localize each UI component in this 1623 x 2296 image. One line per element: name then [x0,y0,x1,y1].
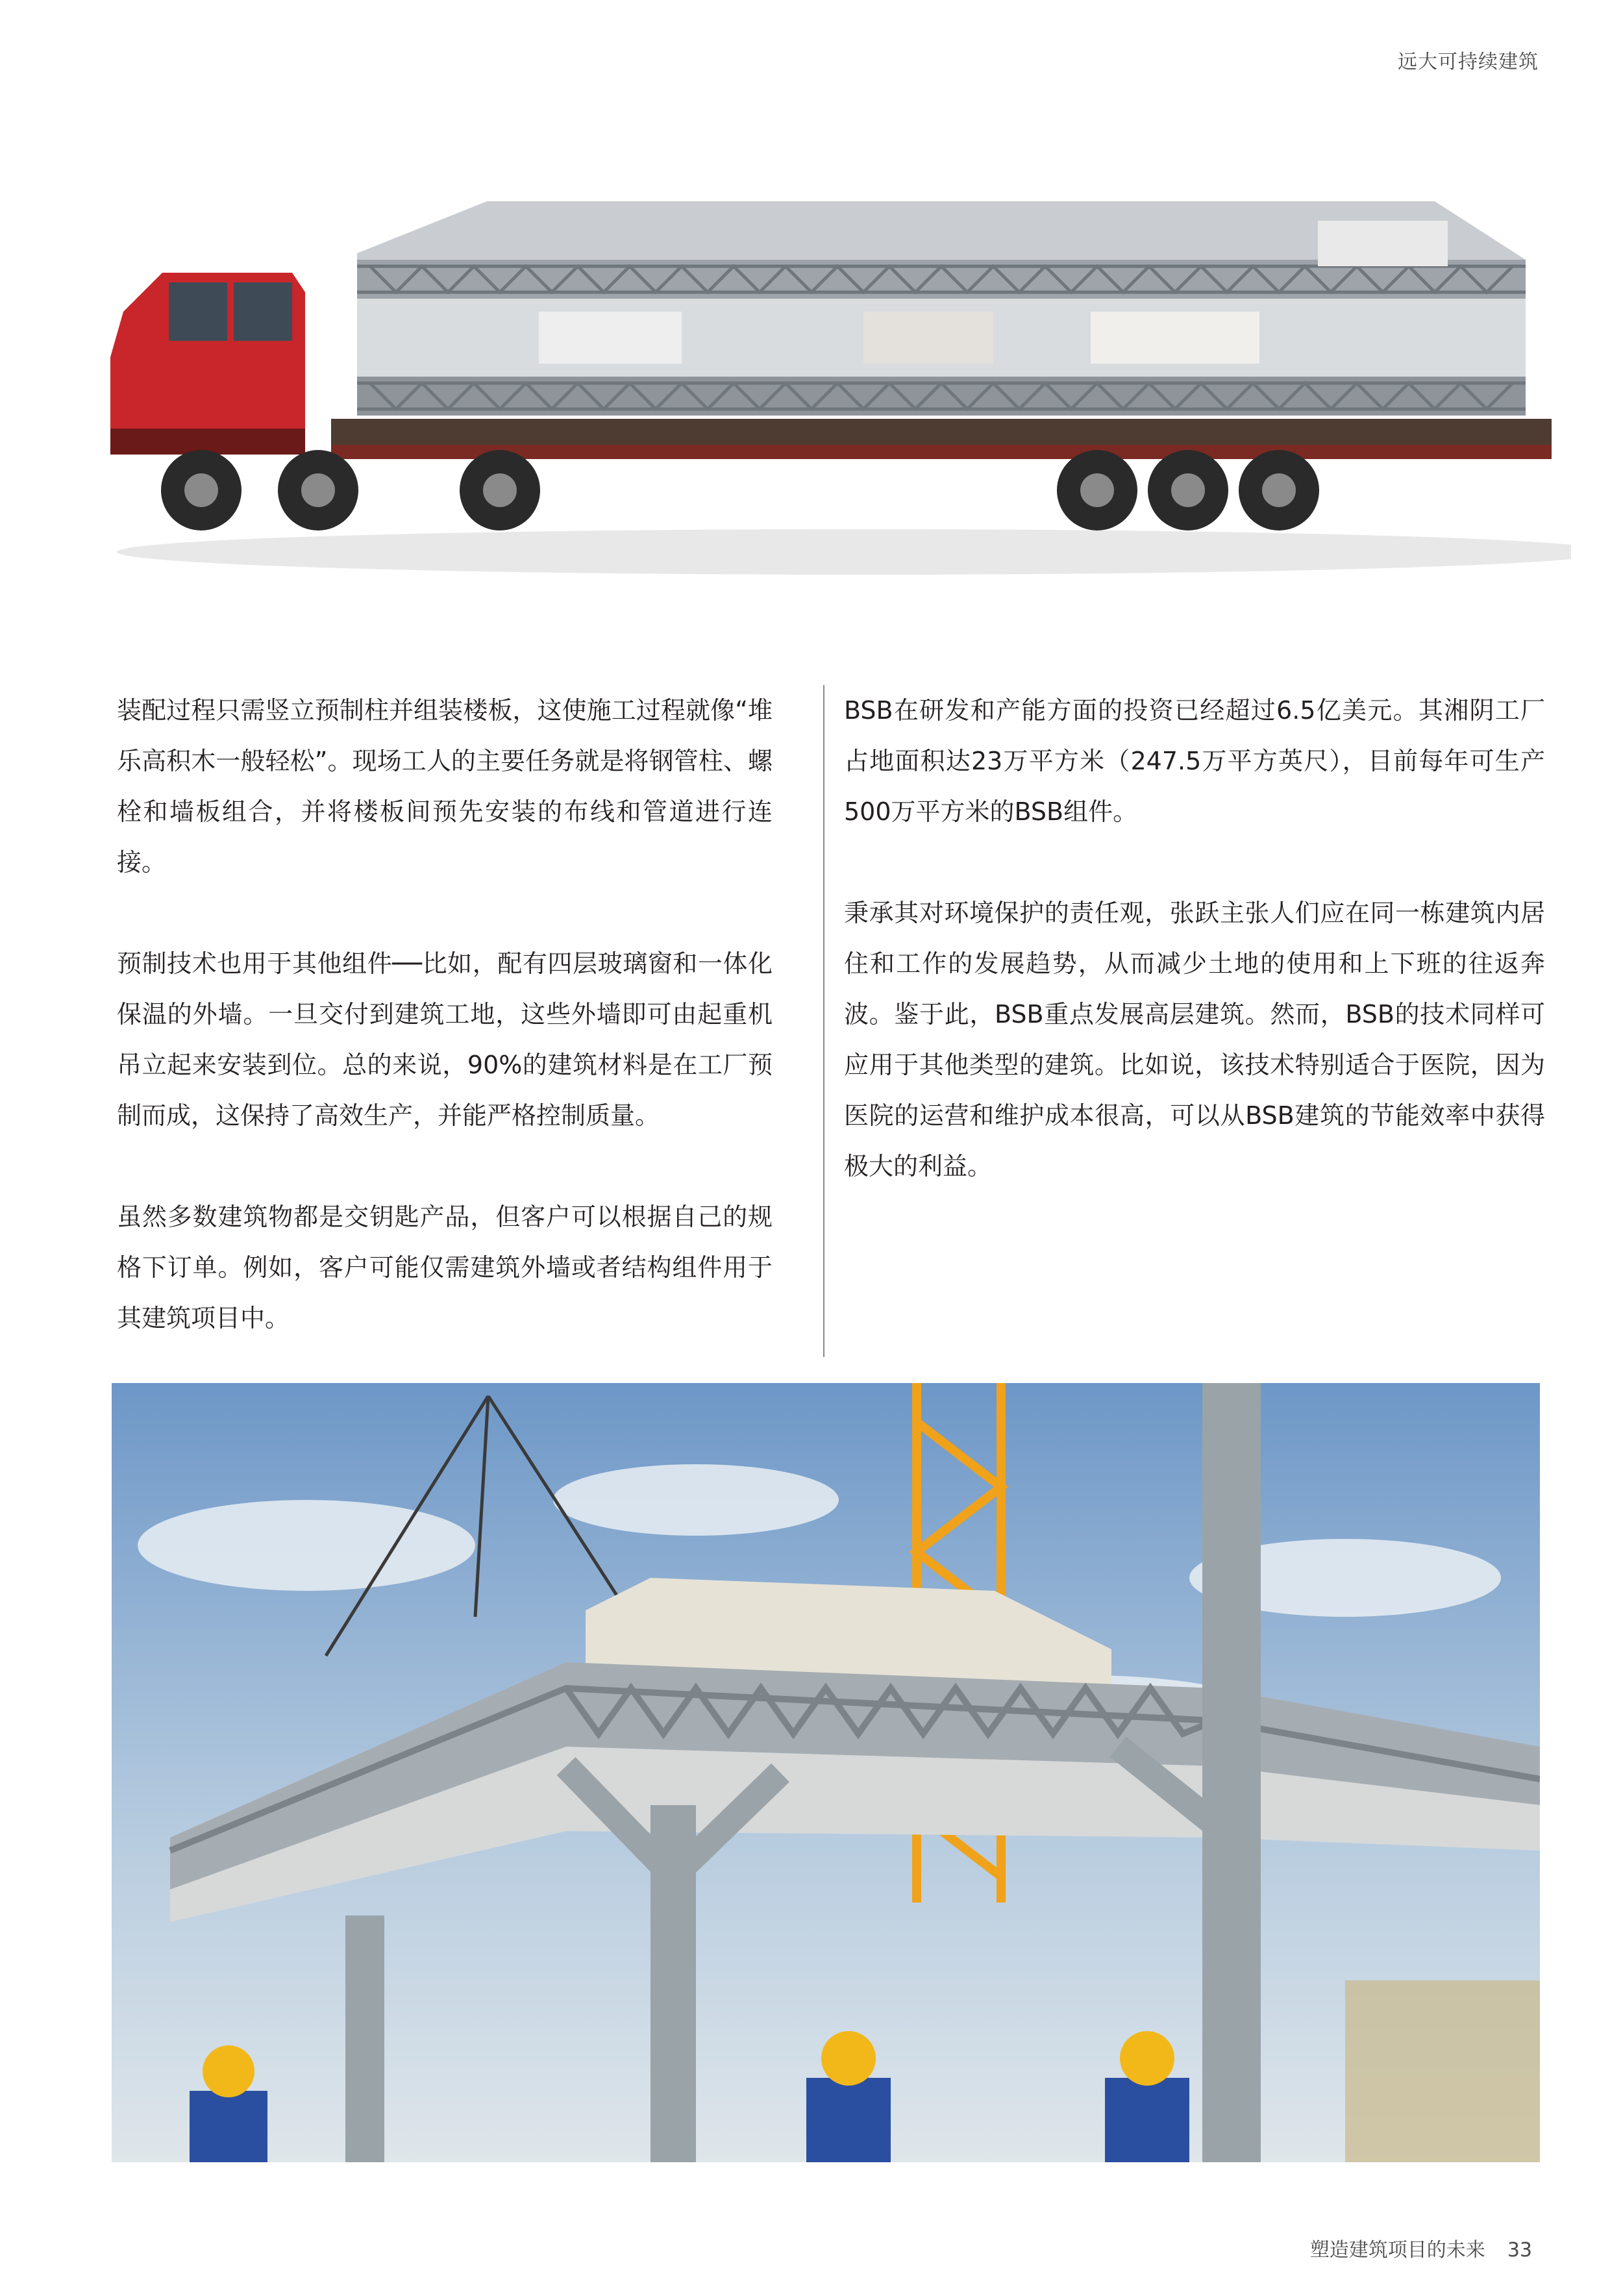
left-text-column [117,685,773,1394]
paragraph: 虽然多数建筑物都是交钥匙产品，但客户可以根据自己的规格下订单。例如，客户可能仅需建筑外墙或者结构组件用于其建筑项目中。 [117,1203,773,1332]
footer-title: 塑造建筑项目的未来 [1309,2239,1485,2262]
right-text-column [844,685,1545,1242]
construction-photo [112,1383,1540,2162]
column-divider [823,685,824,1357]
truck-photo [84,162,1571,617]
paragraph: BSB在研发和产能方面的投资已经超过6.5亿美元。其湘阴工厂占地面积达23万平方米（247.5万平方英尺），目前每年可生产500万平方米的BSB组件。 [844,696,1545,826]
footer [1310,2234,1532,2262]
paragraph: 预制技术也用于其他组件──比如，配有四层玻璃窗和一体化保温的外墙。一旦交付到建筑工地，这些外墙即可由起重机吊立起来安装到位。总的来说，90%的建筑材料是在工厂预制而成，这保持了高效生产，并能严格控制质量。 [117,949,773,1130]
page-number: 33 [1507,2239,1532,2262]
paragraph: 装配过程只需竖立预制柱并组装楼板，这使施工过程就像“堆乐高积木一般轻松”。现场工人的主要任务就是将钢管柱、螺栓和墙板组合，并将楼板间预先安装的布线和管道进行连接。 [117,696,773,877]
paragraph: 秉承其对环境保护的责任观，张跃主张人们应在同一栋建筑内居住和工作的发展趋势，从而减少土地的使用和上下班的往返奔波。鉴于此，BSB重点发展高层建筑。然而，BSB的技术同样可应用于其他类型的建筑。比如说，该技术特别适合于医院，因为医院的运营和维护成本很高，可以从BSB建筑的节能效率中获得极大的利益。 [844,899,1545,1180]
running-header: 远大可持续建筑 [1398,51,1539,73]
